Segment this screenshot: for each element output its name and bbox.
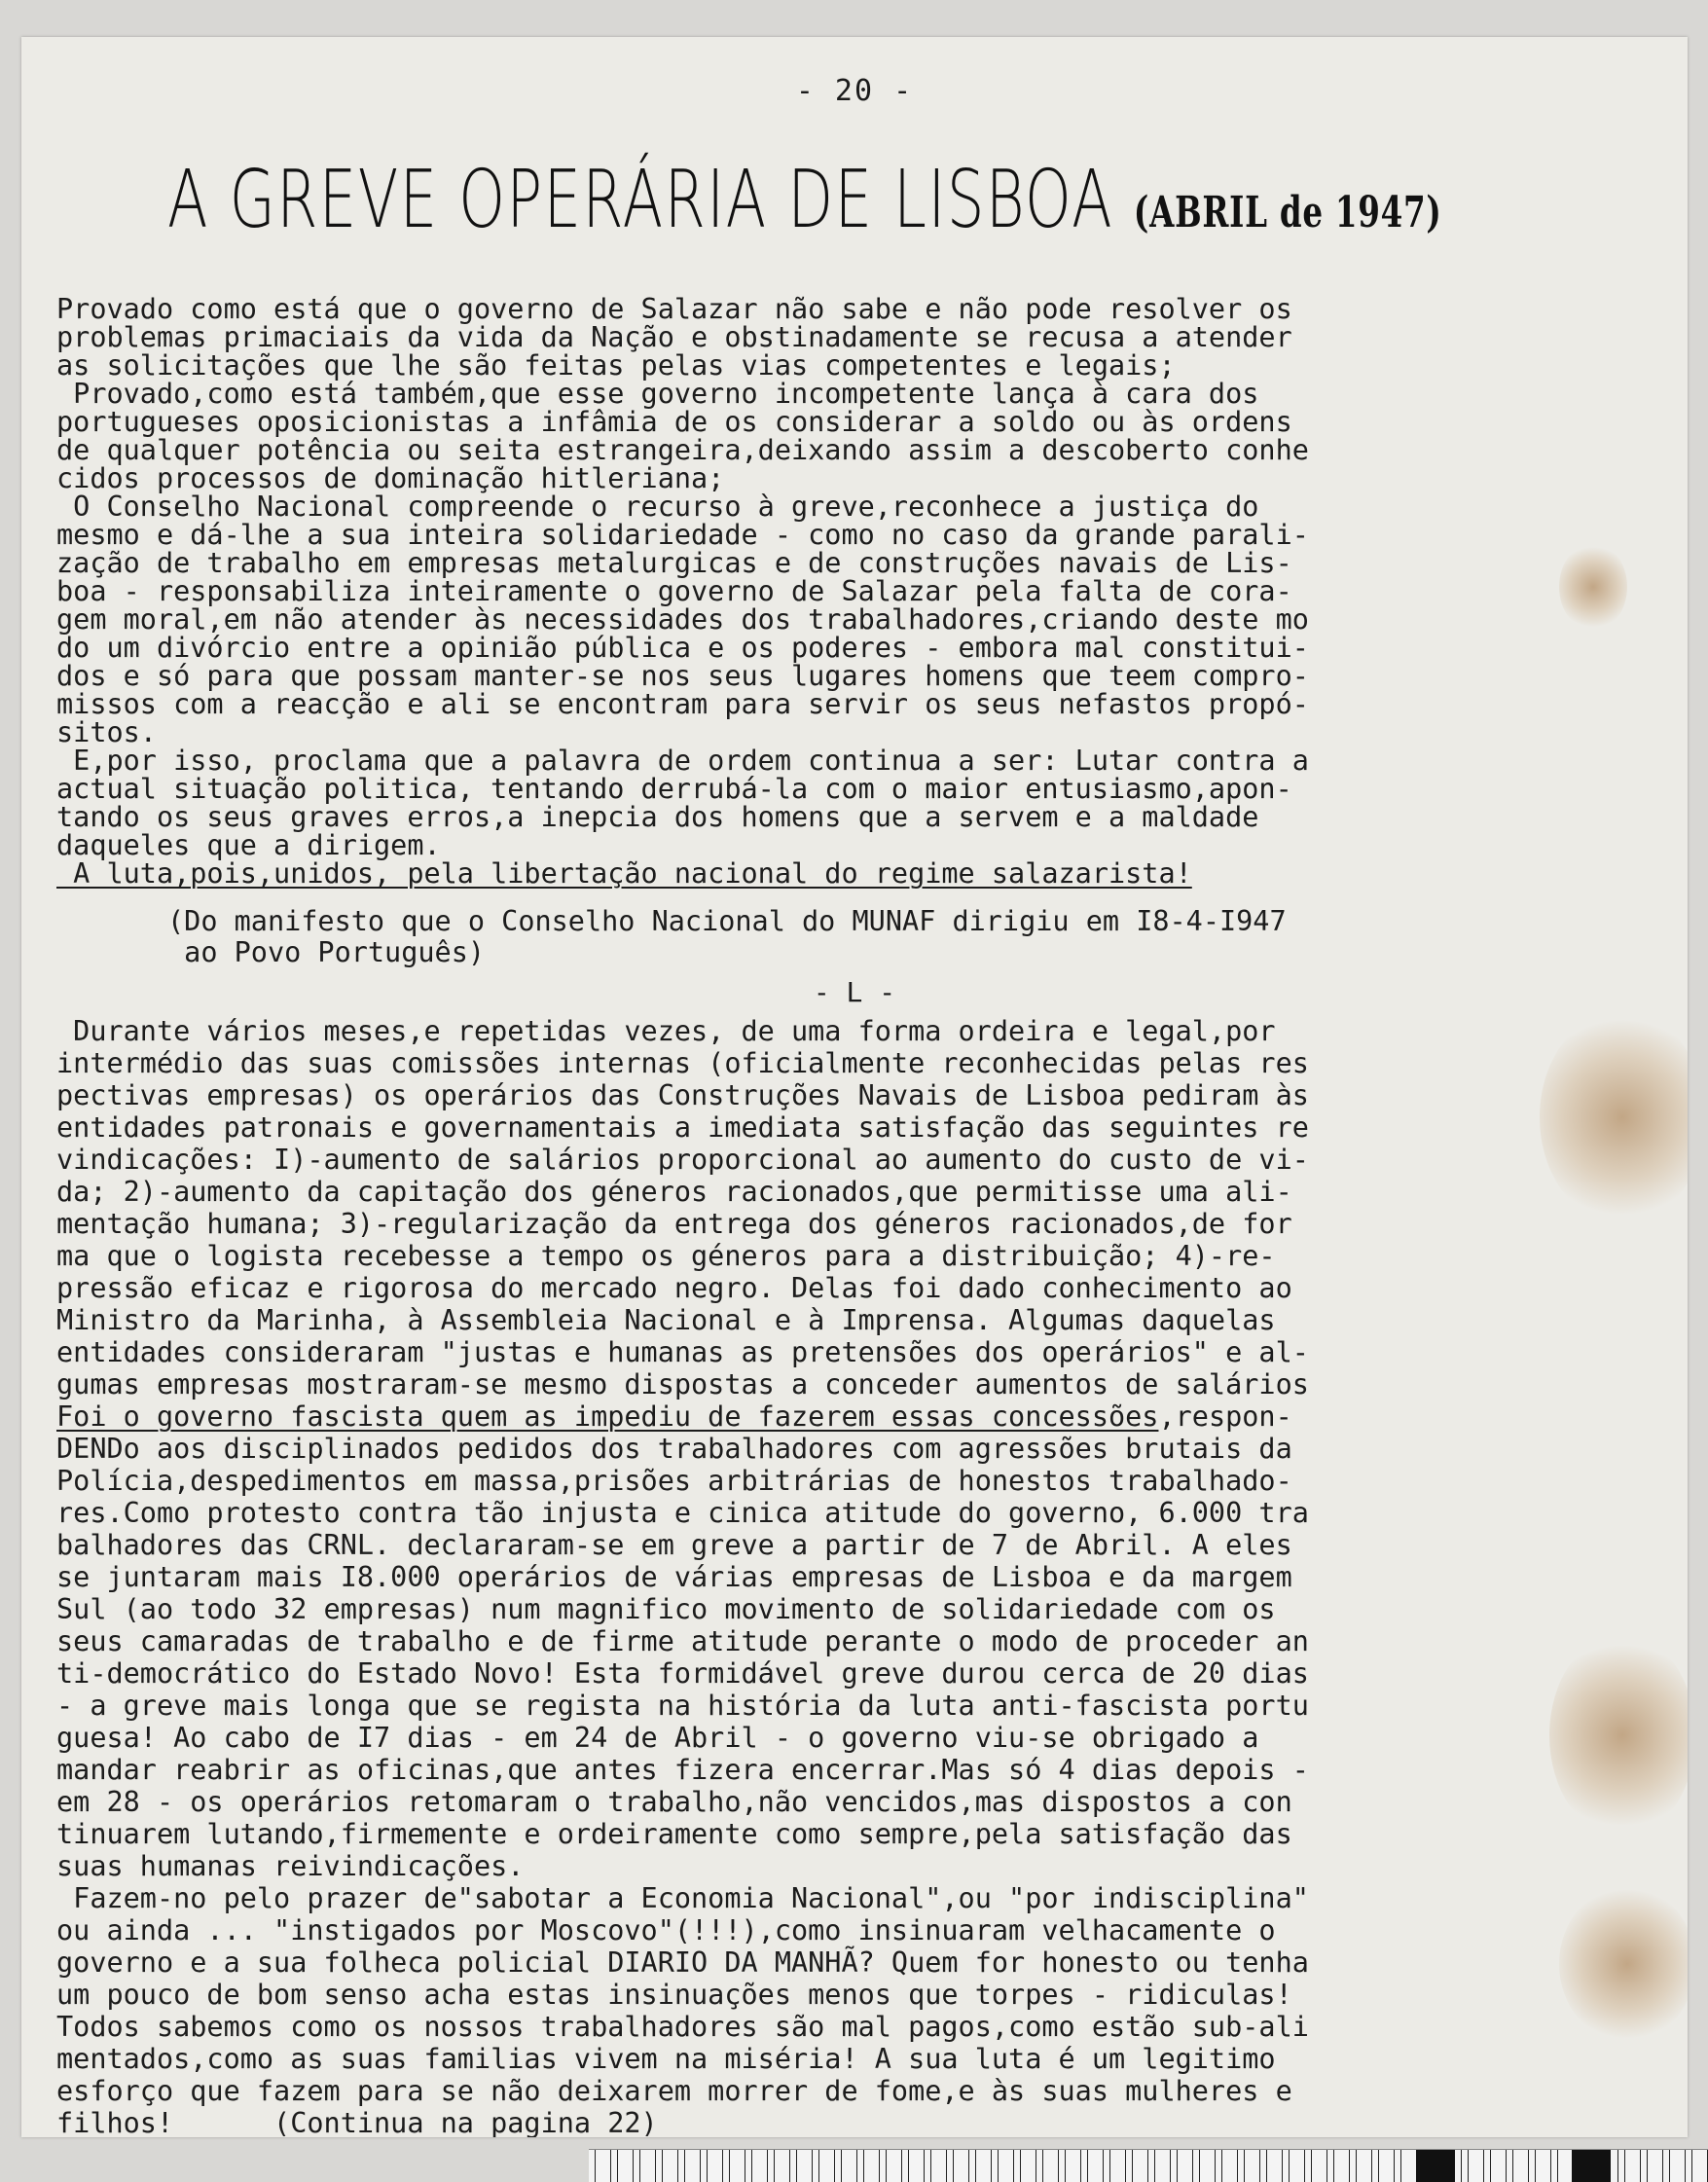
- text-line: zação de trabalho em empresas metalurgicas e de construções navais de Lis-: [56, 547, 1292, 579]
- text-line: mesmo e dá-lhe a sua inteira solidariedade - como no caso da grande parali-: [56, 519, 1309, 551]
- text-line: DENDo aos disciplinados pedidos dos trabalhadores com agressões brutais da: [56, 1433, 1292, 1465]
- text-line: do um divórcio entre a opinião pública e os poderes - embora mal constitui-: [56, 632, 1309, 664]
- line-tail: ,respon-: [1158, 1400, 1292, 1433]
- source-citation: [167, 907, 1686, 969]
- text-line: - a greve mais longa que se regista na história da luta anti-fascista portu: [56, 1690, 1309, 1722]
- text-line: em 28 - os operários retomaram o trabalho,não vencidos,mas dispostos a con: [56, 1786, 1292, 1818]
- text-line: balhadores das CRNL. declararam-se em greve a partir de 7 de Abril. A eles: [56, 1529, 1292, 1561]
- underlined-statement: Foi o governo fascista quem as impediu de fazerem essas concessões: [56, 1400, 1159, 1433]
- text-line: pectivas empresas) os operários das Construções Navais de Lisboa pediram às: [56, 1079, 1309, 1111]
- source-line: (Do manifesto que o Conselho Nacional do MUNAF dirigiu em I8-4-I947: [167, 905, 1287, 937]
- text-line: portugueses oposicionistas a infâmia de os considerar a soldo ou às ordens: [56, 406, 1292, 438]
- page-number: - 20 -: [795, 74, 914, 108]
- text-line: se juntaram mais I8.000 operários de várias empresas de Lisboa e da margem: [56, 1561, 1292, 1593]
- text-line: seus camaradas de trabalho e de firme atitude perante o modo de proceder an: [56, 1625, 1309, 1657]
- text-line: intermédio das suas comissões internas (oficialmente reconhecidas pelas res: [56, 1047, 1309, 1079]
- document-page: [21, 37, 1688, 2137]
- text-line: filhos! (Continua na pagina 22): [56, 2107, 658, 2137]
- text-line: gumas empresas mostraram-se mesmo dispostas a conceder aumentos de salários: [56, 1368, 1309, 1400]
- text-line: Todos sabemos como os nossos trabalhadores são mal pagos,como estão sub-ali: [56, 2011, 1309, 2043]
- text-line: Fazem-no pelo prazer de"sabotar a Economia Nacional",ou "por indisciplina": [56, 1882, 1309, 1914]
- text-line: governo e a sua folheca policial DIARIO DA MANHÃ? Quem for honesto ou tenha: [56, 1946, 1309, 1979]
- page-title: [167, 154, 1442, 246]
- text-line: Provado,como está também,que esse governo incompetente lança à cara dos: [56, 378, 1259, 410]
- text-line: pressão eficaz e rigorosa do mercado negro. Delas foi dado conhecimento ao: [56, 1272, 1292, 1304]
- text-line: ma que o logista recebesse a tempo os géneros para a distribuição; 4)-re-: [56, 1240, 1276, 1272]
- text-line: vindicações: I)-aumento de salários proporcional ao aumento do custo de vi-: [56, 1144, 1309, 1176]
- text-line: entidades consideraram "justas e humanas as pretensões dos operários" e al-: [56, 1336, 1309, 1368]
- title-main: A GREVE OPERÁRIA DE LISBOA: [167, 154, 1114, 246]
- text-line: daqueles que a dirigem.: [56, 829, 441, 861]
- text-line: sitos.: [56, 716, 157, 748]
- text-line: as solicitações que lhe são feitas pelas vias competentes e legais;: [56, 349, 1176, 382]
- text-line: ou ainda ... "instigados por Moscovo"(!!!),como insinuaram velhacamente o: [56, 1914, 1276, 1946]
- text-line: tinuarem lutando,firmemente e ordeiramente como sempre,pela satisfação das: [56, 1818, 1292, 1850]
- text-line: Provado como está que o governo de Salazar não sabe e não pode resolver os: [56, 293, 1292, 325]
- text-line: um pouco de bom senso acha estas insinuações menos que torpes - ridiculas!: [56, 1979, 1292, 2011]
- text-line: Ministro da Marinha, à Assembleia Nacional e à Imprensa. Algumas daquelas: [56, 1304, 1276, 1336]
- text-line: ti-democrático do Estado Novo! Esta formidável greve durou cerca de 20 dias: [56, 1657, 1309, 1690]
- text-line: problemas primaciais da vida da Nação e obstinadamente se recusa a atender: [56, 321, 1292, 353]
- text-line: da; 2)-aumento da capitação dos géneros racionados,que permitisse uma ali-: [56, 1176, 1292, 1208]
- source-line: ao Povo Português): [167, 936, 486, 968]
- text-line: mentação humana; 3)-regularização da entrega dos géneros racionados,de for: [56, 1208, 1292, 1240]
- text-line: missos com a reacção e ali se encontram para servir os seus nefastos propó-: [56, 688, 1309, 720]
- text-line: [56, 1400, 1575, 1433]
- text-line: suas humanas reivindicações.: [56, 1850, 525, 1882]
- text-line: Polícia,despedimentos em massa,prisões arbitrárias de honestos trabalhado-: [56, 1465, 1292, 1497]
- text-line: tando os seus graves erros,a inepcia dos homens que a servem e a maldade: [56, 801, 1259, 833]
- article-body: [56, 1015, 1575, 2137]
- text-line: de qualquer potência ou seita estrangeira,deixando assim a descoberto conhe: [56, 434, 1309, 466]
- manifesto-text: [56, 295, 1575, 888]
- text-line: boa - responsabiliza inteiramente o governo de Salazar pela falta de cora-: [56, 575, 1292, 607]
- text-line: Sul (ao todo 32 empresas) num magnifico movimento de solidariedade com os: [56, 1593, 1276, 1625]
- text-line: entidades patronais e governamentais a imediata satisfação das seguintes re: [56, 1111, 1309, 1144]
- title-date: (ABRIL de 1947): [1133, 188, 1442, 237]
- text-line: cidos processos de dominação hitleriana;: [56, 462, 725, 494]
- color-scale-bar: [589, 2149, 1708, 2182]
- text-line: dos e só para que possam manter-se nos seus lugares homens que teem compro-: [56, 660, 1309, 692]
- section-marker: - L -: [813, 976, 896, 1008]
- stain-mark: [1559, 1886, 1688, 2042]
- text-line: mandar reabrir as oficinas,que antes fizera encerrar.Mas só 4 dias depois -: [56, 1754, 1309, 1786]
- text-line: O Conselho Nacional compreende o recurso à greve,reconhece a justiça do: [56, 491, 1259, 523]
- text-line: gem moral,em não atender às necessidades dos trabalhadores,criando deste mo: [56, 603, 1309, 636]
- text-line: actual situação politica, tentando derrubá-la com o maior entusiasmo,apon-: [56, 773, 1292, 805]
- text-line: Durante vários meses,e repetidas vezes, de uma forma ordeira e legal,por: [56, 1015, 1276, 1047]
- text-line: guesa! Ao cabo de I7 dias - em 24 de Abril - o governo viu-se obrigado a: [56, 1722, 1259, 1754]
- closing-slogan: A luta,pois,unidos, pela libertação nacional do regime salazarista!: [56, 857, 1192, 890]
- text-line: esforço que fazem para se não deixarem morrer de fome,e às suas mulheres e: [56, 2075, 1292, 2107]
- text-line: E,por isso, proclama que a palavra de ordem continua a ser: Lutar contra a: [56, 745, 1309, 777]
- text-line: mentados,como as suas familias vivem na miséria! A sua luta é um legitimo: [56, 2043, 1276, 2075]
- text-line: res.Como protesto contra tão injusta e cinica atitude do governo, 6.000 tra: [56, 1497, 1309, 1529]
